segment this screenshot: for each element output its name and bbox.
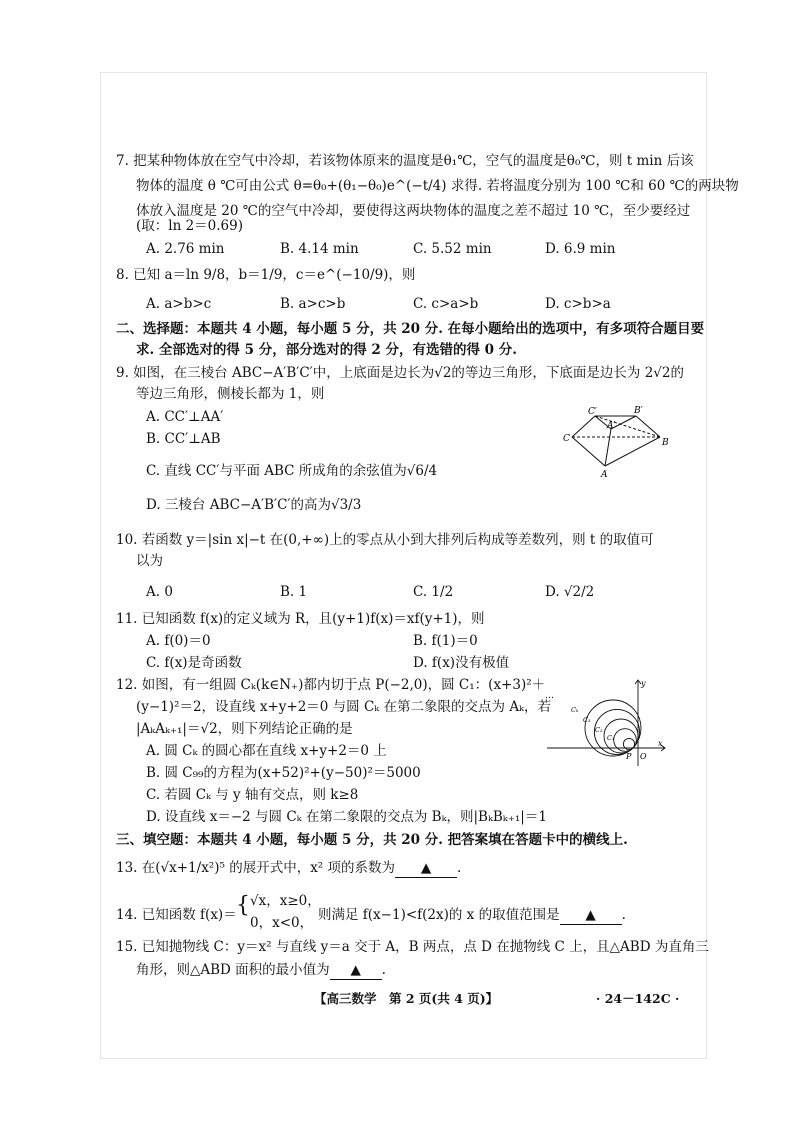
q8-option-c: C. c>a>b [413,296,479,312]
q13-answer-blank [395,859,457,878]
q14-period: . [621,907,626,923]
q15-triangle-mark: ▲ [350,962,361,978]
q10-line1: 10. 若函数 y＝|sin x|−t 在(0,+∞)上的零点从小到大排列后构成等差数列，则 t 的取值可 [116,532,654,548]
q14-case1: √x，x≥0， [250,893,321,909]
q8-option-a: A. a>b>c [146,296,212,312]
q9-option-b: B. CC′⊥AB [146,431,221,447]
q12-option-b: B. 圆 C₉₉的方程为(x+52)²+(y−50)²＝5000 [146,765,421,781]
frustum-diagram [560,404,680,479]
q10-option-d: D. √2/2 [545,584,595,600]
q7-line4: (取：ln 2＝0.69) [136,218,243,234]
circle-c1-label: C₁ [607,734,615,742]
q10-option-a: A. 0 [146,584,173,600]
q13-stem: 13. 在(√x+1/x²)⁵ 的展开式中，x² 项的系数为 [116,860,396,876]
q11-option-d: D. f(x)没有极值 [413,655,510,671]
q7-option-c: C. 5.52 min [413,241,492,257]
circle-ck-label: Cₖ [571,706,579,714]
section3-header: 三、填空题：本题共 4 小题，每小题 5 分，共 20 分. 把答案填在答题卡中的横线上. [116,832,628,848]
q15-line1: 15. 已知抛物线 C：y＝x² 与直线 y＝a 交于 A，B 两点，点 D 在抛物线 C 上，且△ABD 为直角三 [116,939,709,955]
ellipsis-label: … [545,691,554,701]
section2-header-line2: 求. 全部选对的得 5 分，部分选对的得 2 分，有选错的得 0 分. [136,342,517,358]
circle-c2-label: C₂ [595,726,603,734]
tangent-circles-diagram [545,676,670,768]
q15-answer-blank [330,961,382,980]
label-a: A [601,470,608,480]
label-c-prime: C′ [588,407,597,417]
q8-option-d: D. c>b>a [545,296,611,312]
q13-line [116,859,461,878]
q10-option-c: C. 1/2 [413,584,454,600]
point-p-label: P [626,752,632,761]
axis-x-label: x [658,739,663,748]
q7-option-d: D. 6.9 min [545,241,616,257]
q14-answer-blank [560,906,622,925]
q8-option-b: B. a>c>b [280,296,346,312]
q10-line2: 以为 [136,553,163,569]
label-c: C [563,434,570,444]
q12-line1: 12. 如图，有一组圆 Cₖ(k∈N₊)都内切于点 P(−2,0)，圆 C₁：(x+3)²＋ [116,677,546,693]
q9-option-c: C. 直线 CC′与平面 ABC 所成角的余弦值为√6/4 [146,463,438,479]
q13-triangle-mark: ▲ [420,860,432,876]
section2-header-line1: 二、选择题：本题共 4 小题，每小题 5 分，共 20 分. 在每小题给出的选项中，有多项符合题目要 [116,321,705,337]
q7-option-a: A. 2.76 min [146,241,225,257]
q8-stem: 8. 已知 a＝ln 9/8，b＝1/9，c＝e^(−10/9)，则 [116,267,416,283]
q14-case2: 0，x<0， [250,915,314,931]
q14-triangle-mark: ▲ [585,907,596,923]
q7-line3: 体放入温度是 20 ℃的空气中冷却，要使得这两块物体的温度之差不超过 10 ℃，至少要经过 [136,203,691,219]
footer-page-info: 【高三数学 第 2 页(共 4 页)】 [314,991,499,1006]
q12-option-d: D. 设直线 x＝−2 与圆 Cₖ 在第二象限的交点为 Bₖ，则|BₖBₖ₊₁|＝1 [146,809,547,825]
q15-period: . [381,962,386,978]
q11-option-c: C. f(x)是奇函数 [146,655,242,671]
origin-label: O [640,752,647,761]
q7-option-b: B. 4.14 min [280,241,359,257]
q14-brace: { [236,893,250,918]
circle-c3-label: C₃ [583,716,591,724]
q7-line1: 7. 把某种物体放在空气中冷却，若该物体原来的温度是θ₁℃，空气的温度是θ₀℃，则 t min 后该 [116,153,694,169]
q11-stem: 11. 已知函数 f(x)的定义域为 R，且(y+1)f(x)＝xf(y+1)，则 [116,611,485,627]
q9-line1: 9. 如图，在三棱台 ABC−A′B′C′中，上底面是边长为√2的等边三角形，下底面是边长为 2√2的 [116,365,684,381]
q14-post: 则满足 f(x−1)<f(2x)的 x 的取值范围是 [318,907,560,923]
q12-option-a: A. 圆 Cₖ 的圆心都在直线 x+y+2＝0 上 [146,743,387,759]
q14-post-line [318,906,626,925]
q12-line3: |AₖAₖ₊₁|＝√2，则下列结论正确的是 [136,721,353,737]
axis-y-label: y [641,679,646,688]
q13-period: . [457,860,462,876]
label-b-prime: B′ [634,406,643,416]
q12-option-c: C. 若圆 Cₖ 与 y 轴有交点，则 k≥8 [146,787,359,803]
q10-option-b: B. 1 [280,584,308,600]
q15-stem: 角形，则△ABD 面积的最小值为 [136,962,330,978]
q14-pre: 14. 已知函数 f(x)＝ [116,907,237,923]
q9-line2: 等边三角形，侧棱长都为 1，则 [136,386,325,402]
q7-line2: 物体的温度 θ ℃可由公式 θ=θ₀+(θ₁−θ₀)e^(−t/4) 求得. 若将温度分别为 100 ℃和 60 ℃的两块物 [136,178,739,194]
q15-line2 [136,961,386,980]
q9-option-d: D. 三棱台 ABC−A′B′C′的高为√3/3 [146,497,362,513]
q12-line2: (y−1)²＝2，设直线 x+y+2＝0 与圆 Cₖ 在第二象限的交点为 Aₖ，若 [136,699,551,715]
label-b: B [662,438,669,448]
q11-option-a: A. f(0)＝0 [146,633,211,649]
q9-option-a: A. CC′⊥AA′ [146,409,224,425]
footer-exam-code: · 24－142C · [596,991,680,1006]
label-a-prime: A′ [607,421,616,431]
q11-option-b: B. f(1)＝0 [413,633,478,649]
